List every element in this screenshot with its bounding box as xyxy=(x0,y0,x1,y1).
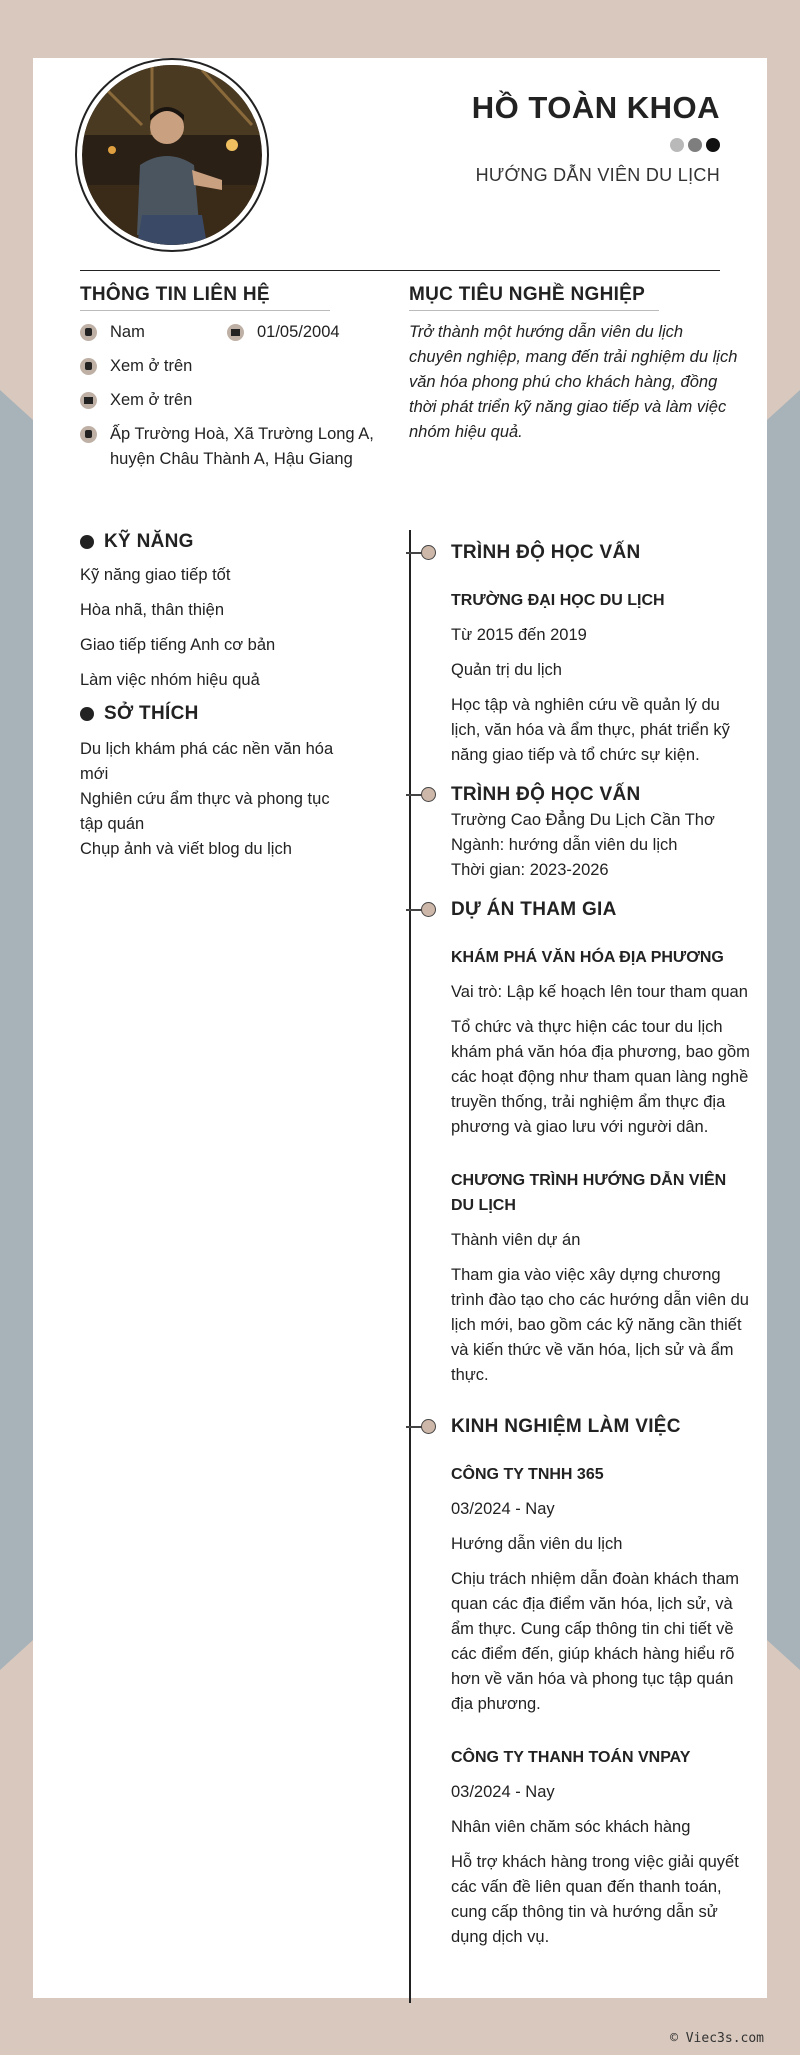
hobby-item: Nghiên cứu ẩm thực và phong tục tập quán xyxy=(80,790,330,833)
education1-heading xyxy=(451,542,751,564)
skill-item: Làm việc nhóm hiệu quả xyxy=(80,671,260,689)
experience-position: Hướng dẫn viên du lịch xyxy=(451,1535,623,1553)
skills-heading xyxy=(80,531,370,553)
header-divider xyxy=(80,270,720,271)
education2-school: Trường Cao Đẳng Du Lịch Cần Thơ xyxy=(451,811,715,829)
timeline-marker xyxy=(421,1419,436,1434)
phone-value: Xem ở trên xyxy=(110,357,193,375)
phone-icon xyxy=(80,358,97,375)
side-decoration-left xyxy=(0,390,33,1670)
project-desc: Tổ chức và thực hiện các tour du lịch khám phá văn hóa địa phương, bao gồm các hoạt động như tham quan làng nghề truyền thống, trải nghiệm ẩm thực địa phương và giao lưu với người dân. xyxy=(451,1018,750,1136)
timeline-marker xyxy=(421,902,436,917)
right-column xyxy=(451,542,751,1950)
projects-title: DỰ ÁN THAM GIA xyxy=(451,899,617,920)
profile-photo xyxy=(82,65,262,245)
address-value: Ấp Trường Hoà, Xã Trường Long A, huyện Châu Thành A, Hậu Giang xyxy=(110,425,374,468)
experience-title: KINH NGHIỆM LÀM VIỆC xyxy=(451,1416,681,1437)
education2-title: TRÌNH ĐỘ HỌC VẤN xyxy=(451,784,641,805)
hobby-item: Chụp ảnh và viết blog du lịch xyxy=(80,840,292,858)
candidate-name: HỒ TOÀN KHOA xyxy=(471,90,720,125)
gender-value: Nam xyxy=(110,323,145,341)
experience-company: CÔNG TY TNHH 365 xyxy=(451,1466,604,1483)
email-icon xyxy=(80,392,97,409)
objective-section xyxy=(409,284,739,445)
education1-major: Quản trị du lịch xyxy=(451,661,562,679)
dot-mid xyxy=(688,138,702,152)
job-title: HƯỚNG DẪN VIÊN DU LỊCH xyxy=(475,165,720,185)
education1-desc: Học tập và nghiên cứu về quản lý du lịch, văn hóa và ẩm thực, phát triển kỹ năng giao tiếp và tổ chức sự kiện. xyxy=(451,696,730,764)
user-icon xyxy=(80,324,97,341)
dot-light xyxy=(670,138,684,152)
dot-dark xyxy=(706,138,720,152)
education1-title: TRÌNH ĐỘ HỌC VẤN xyxy=(451,542,641,563)
experience-period: 03/2024 - Nay xyxy=(451,1783,555,1801)
footer-credit: © Viec3s.com xyxy=(670,2031,764,2046)
contact-dob xyxy=(227,320,340,345)
experience-heading xyxy=(451,1416,751,1438)
contact-section xyxy=(80,284,380,472)
decor-dots xyxy=(670,138,720,152)
objective-title: MỤC TIÊU NGHỀ NGHIỆP xyxy=(409,284,659,311)
cv-page xyxy=(33,58,767,1998)
dob-value: 01/05/2004 xyxy=(257,323,340,341)
experience-period: 03/2024 - Nay xyxy=(451,1500,555,1518)
hobby-item: Du lịch khám phá các nền văn hóa mới xyxy=(80,740,334,783)
email-value: Xem ở trên xyxy=(110,391,193,409)
objective-text: Trở thành một hướng dẫn viên du lịch chuyên nghiệp, mang đến trải nghiệm du lịch văn hóa phong phú cho khách hàng, đồng thời phát triển kỹ năng giao tiếp và làm việc nhóm hiệu quả. xyxy=(409,323,738,441)
calendar-icon xyxy=(227,324,244,341)
project-name: CHƯƠNG TRÌNH HƯỚNG DẪN VIÊN DU LỊCH xyxy=(451,1172,727,1214)
projects-heading xyxy=(451,899,751,921)
hobbies-heading xyxy=(80,703,370,725)
skill-item: Giao tiếp tiếng Anh cơ bản xyxy=(80,636,276,654)
skill-item: Hòa nhã, thân thiện xyxy=(80,601,225,619)
project-role: Thành viên dự án xyxy=(451,1231,581,1249)
project-role: Vai trò: Lập kế hoạch lên tour tham quan xyxy=(451,983,748,1001)
education1-period: Từ 2015 đến 2019 xyxy=(451,626,587,644)
contact-row-phone xyxy=(80,354,380,379)
education2-time: Thời gian: 2023-2026 xyxy=(451,861,609,879)
bullet-icon xyxy=(80,535,94,549)
timeline-line xyxy=(409,530,411,2003)
experience-position: Nhân viên chăm sóc khách hàng xyxy=(451,1818,691,1836)
project-desc: Tham gia vào việc xây dựng chương trình đào tạo cho các hướng dẫn viên du lịch mới, bao gồm các kỹ năng cần thiết và kiến thức về văn hóa, lịch sử và ẩm thực. xyxy=(451,1266,749,1384)
timeline-marker xyxy=(421,545,436,560)
timeline-marker xyxy=(421,787,436,802)
project-name: KHÁM PHÁ VĂN HÓA ĐỊA PHƯƠNG xyxy=(451,949,724,966)
contact-row-gender xyxy=(80,320,380,345)
experience-company: CÔNG TY THANH TOÁN VNPAY xyxy=(451,1749,691,1766)
avatar xyxy=(75,58,269,252)
hobbies-title: SỞ THÍCH xyxy=(104,703,199,724)
education2-heading xyxy=(451,784,751,806)
contact-title: THÔNG TIN LIÊN HỆ xyxy=(80,284,330,311)
skill-item: Kỹ năng giao tiếp tốt xyxy=(80,566,231,584)
education1-school: TRƯỜNG ĐẠI HỌC DU LỊCH xyxy=(451,592,665,609)
contact-row-email xyxy=(80,388,380,413)
education2-major: Ngành: hướng dẫn viên du lịch xyxy=(451,836,678,854)
left-column xyxy=(80,531,370,862)
experience-desc: Chịu trách nhiệm dẫn đoàn khách tham quan các địa điểm văn hóa, lịch sử, và ẩm thực. Cung cấp thông tin chi tiết về các điểm đến, giúp khách hàng hiểu rõ hơn về văn hóa và phong tục tập quán địa phương. xyxy=(451,1570,740,1713)
contact-row-address xyxy=(80,422,380,472)
side-decoration-right xyxy=(767,390,800,1670)
bullet-icon xyxy=(80,707,94,721)
skills-title: KỸ NĂNG xyxy=(104,531,194,552)
location-pin-icon xyxy=(80,426,97,443)
experience-desc: Hỗ trợ khách hàng trong việc giải quyết các vấn đề liên quan đến thanh toán, cung cấp thông tin và hướng dẫn sử dụng dịch vụ. xyxy=(451,1853,739,1946)
